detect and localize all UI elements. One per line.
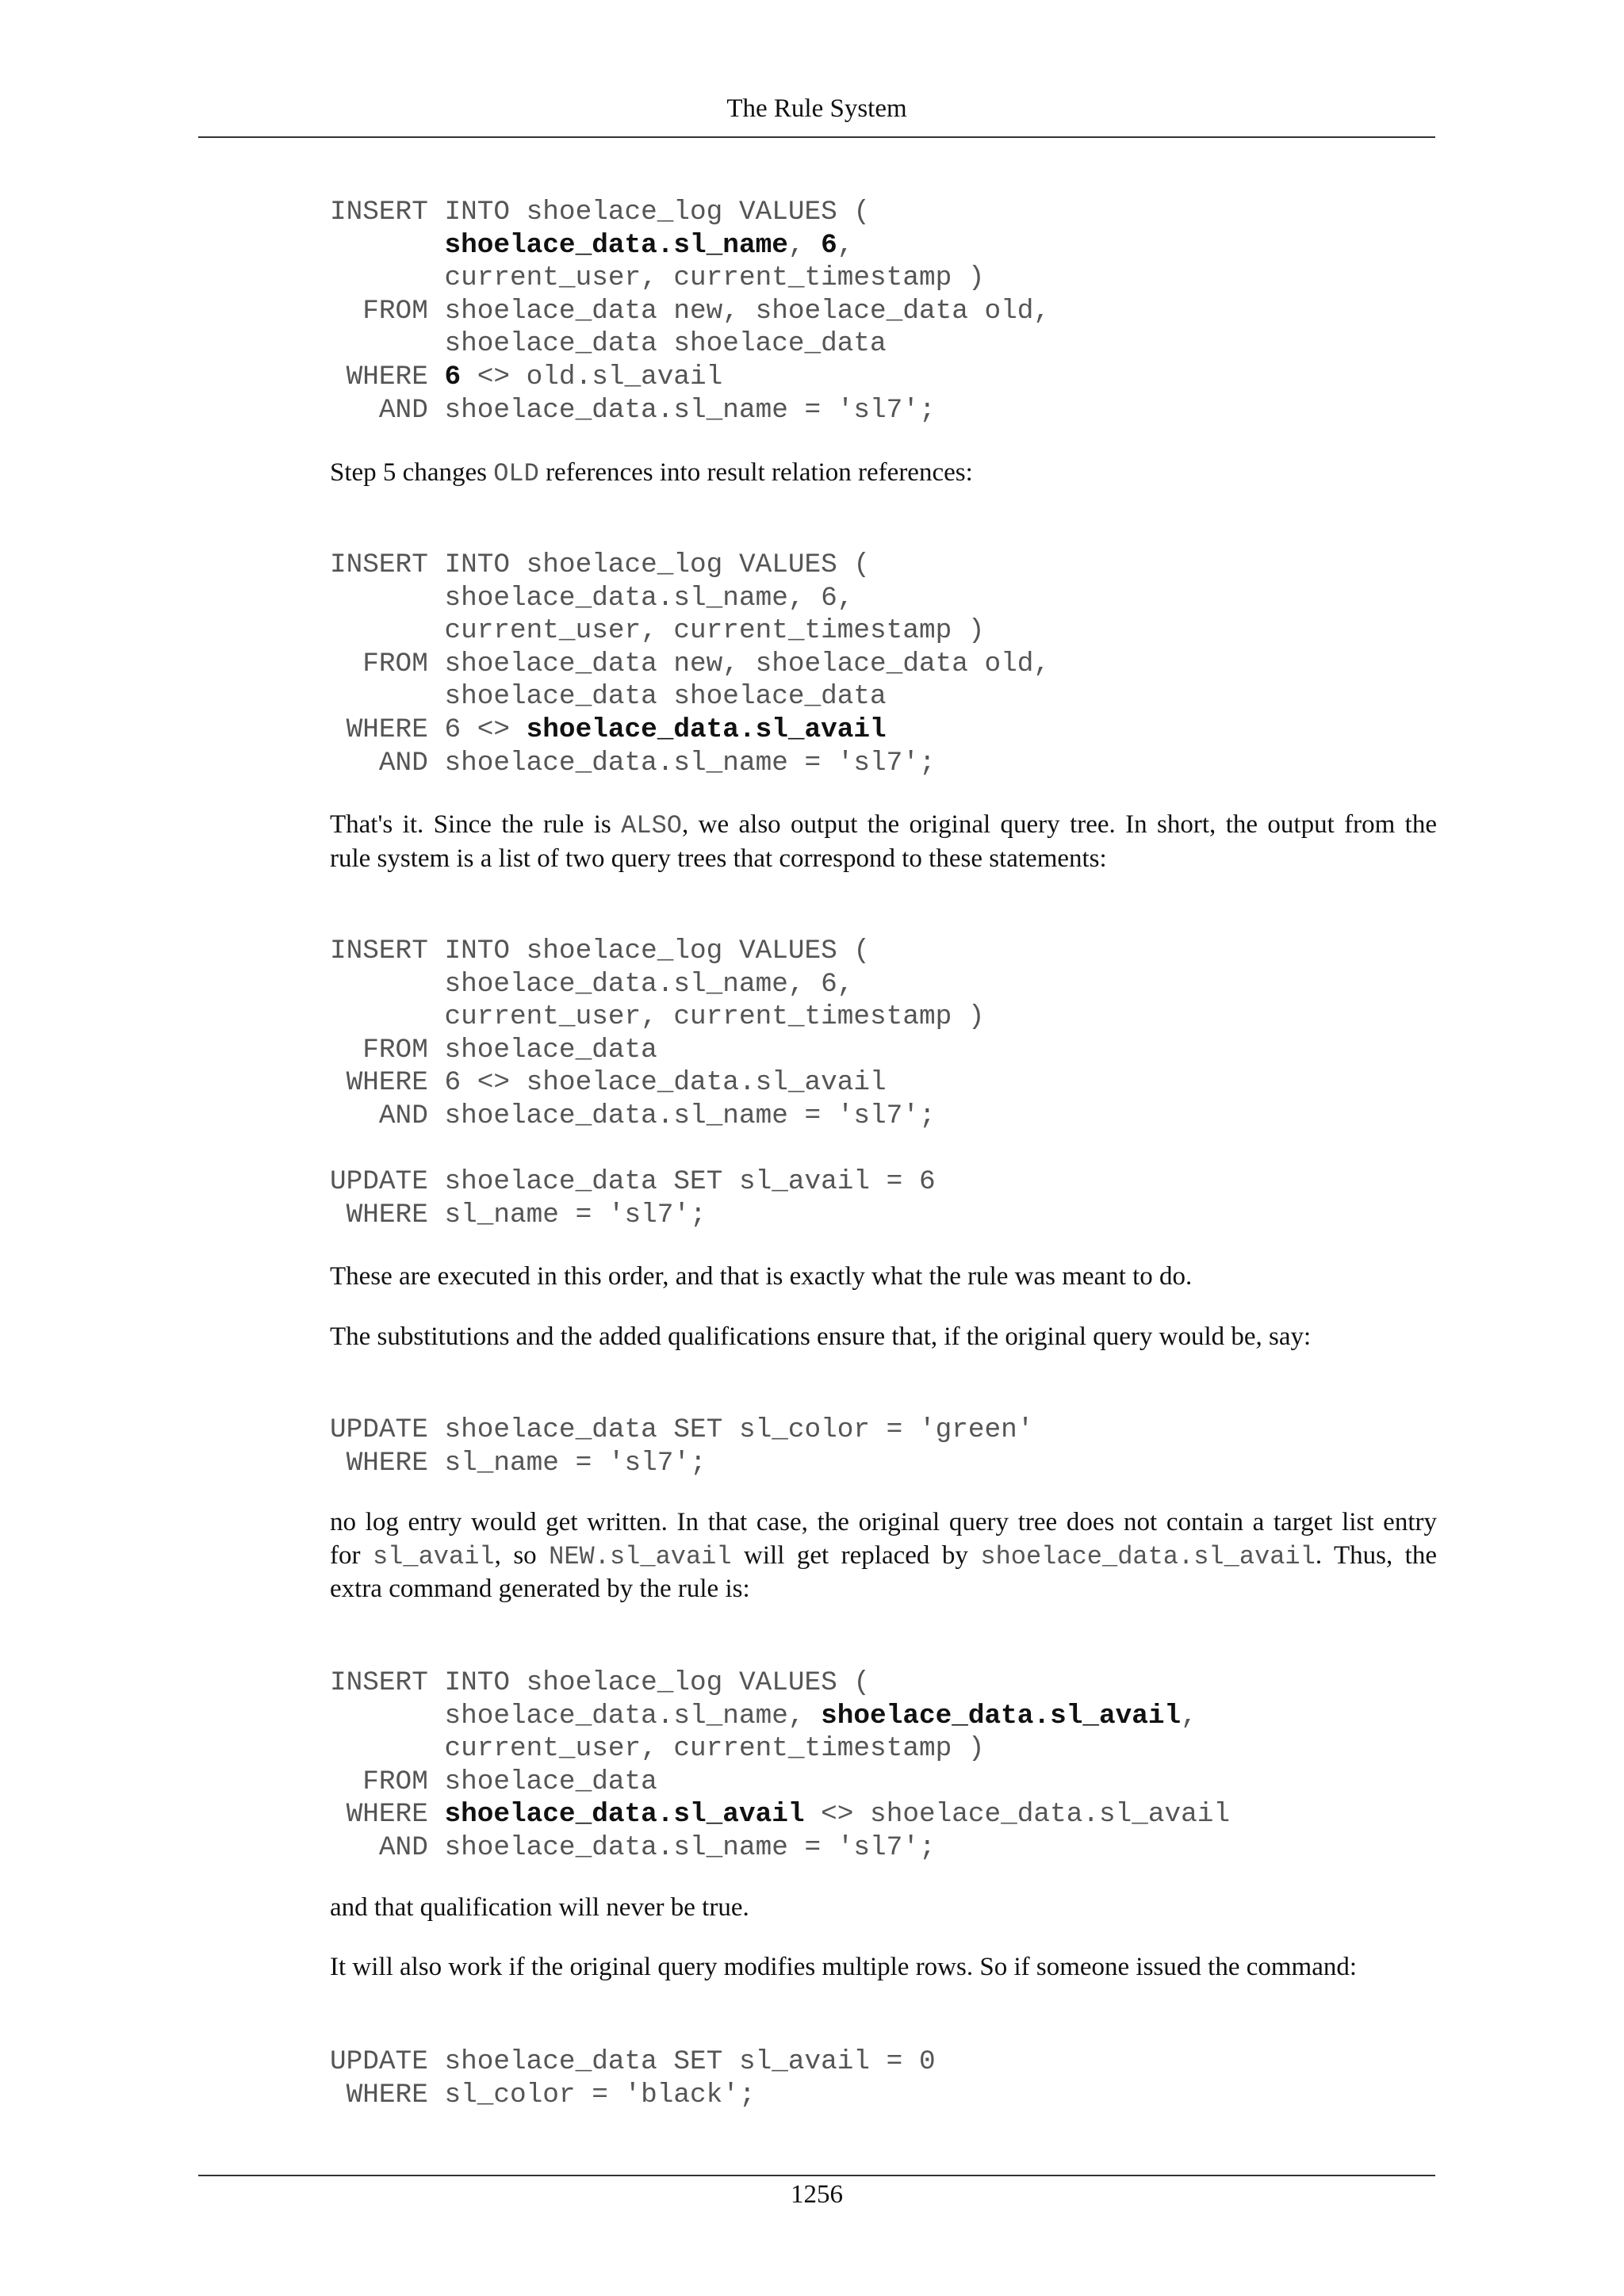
code-line [330,1766,1230,1799]
code-line [330,714,1050,747]
code-text: WHERE sl_name = 'sl7'; [330,1199,707,1230]
code-text: FROM shoelace_data [330,1034,657,1066]
paragraph [330,809,1437,875]
code-line [330,2045,936,2079]
code-text: current_user, current_timestamp ) [330,615,985,647]
code-text: shoelace_data.sl_name, 6, [330,968,854,1000]
code-text: AND shoelace_data.sl_name = 'sl7'; [330,1100,936,1131]
code-line [330,196,1050,229]
code-line [330,361,1050,394]
code-line [330,935,985,968]
code-line [330,229,1050,262]
code-text: INSERT INTO shoelace_log VALUES ( [330,936,871,966]
paragraph-line [330,809,1437,843]
code-line [330,1199,985,1232]
code-block [330,196,1050,427]
text-run: That's it. Since the rule is [330,810,622,839]
code-line [330,1066,985,1100]
code-line [330,582,1050,615]
code-block [330,935,985,1231]
code-text: , [1181,1700,1197,1732]
running-header: The Rule System [726,94,907,123]
code-line [330,1732,1230,1766]
code-line [330,1667,1230,1700]
code-text: AND shoelace_data.sl_name = 'sl7'; [330,394,936,426]
code-text: WHERE 6 <> [330,714,527,745]
code-emphasis: 6 [821,229,837,261]
code-line [330,1831,1230,1865]
inline-code: sl_avail [372,1541,495,1571]
code-text: AND shoelace_data.sl_name = 'sl7'; [330,747,936,779]
header-rule [198,136,1435,138]
paragraph [330,1261,1437,1294]
paragraph [330,1892,1437,1925]
code-emphasis: shoelace_data.sl_name [444,229,788,261]
paragraph [330,1951,1437,1984]
code-line [330,1100,985,1133]
code-line [330,680,1050,714]
paragraph-line [330,844,1107,873]
code-line [330,1165,985,1199]
code-text: shoelace_data shoelace_data [330,328,887,360]
text-run: , so [494,1540,550,1570]
code-line [330,1001,985,1034]
paragraph [330,1321,1437,1354]
code-line [330,747,1050,780]
paragraph-line [330,1506,1437,1540]
code-text: FROM shoelace_data new, shoelace_data old, [330,648,1051,679]
code-text: , [787,229,822,261]
code-text: shoelace_data shoelace_data [330,681,887,713]
code-text: shoelace_data.sl_name, [330,1700,822,1732]
page-number: 1256 [791,2180,843,2209]
code-line [330,262,1050,295]
code-emphasis: 6 [444,361,462,392]
inline-code: NEW.sl_avail [549,1541,732,1571]
code-text: INSERT INTO shoelace_log VALUES ( [330,197,871,228]
code-block [330,2045,936,2111]
code-line [330,1798,1230,1831]
code-text: <> shoelace_data.sl_avail [804,1799,1231,1831]
text-run: These are executed in this order, and that is exactly what the rule was meant to do. [330,1262,1193,1291]
code-text: WHERE sl_name = 'sl7'; [330,1447,707,1479]
text-run: will get replaced by [731,1540,981,1570]
code-text: FROM shoelace_data [330,1766,657,1797]
inline-code: ALSO [621,811,682,840]
code-line [330,1414,1033,1447]
text-run: and that qualification will never be true. [330,1893,749,1922]
text-run: Step 5 changes [330,458,494,487]
code-line [330,549,1050,582]
code-text: UPDATE shoelace_data SET sl_avail = 6 [330,1166,936,1198]
code-text: WHERE 6 <> shoelace_data.sl_avail [330,1067,887,1099]
code-text: FROM shoelace_data new, shoelace_data old, [330,295,1051,327]
code-text [330,230,444,261]
code-text: WHERE [330,1799,445,1831]
code-text: WHERE sl_color = 'black'; [330,2079,756,2110]
code-block [330,1414,1033,1479]
code-text: current_user, current_timestamp ) [330,262,985,294]
code-text: UPDATE shoelace_data SET sl_avail = 0 [330,2046,936,2077]
code-text: shoelace_data.sl_name, 6, [330,582,854,614]
code-text: current_user, current_timestamp ) [330,1733,985,1765]
code-text: AND shoelace_data.sl_name = 'sl7'; [330,1831,936,1863]
code-block [330,1667,1230,1865]
text-run: no log entry would get written. In that case, the original query tree does not contain a target list entry [330,1508,1437,1536]
text-run: for [330,1540,373,1570]
code-line [330,1133,985,1166]
code-line [330,327,1050,361]
code-emphasis: shoelace_data.sl_avail [444,1799,805,1831]
text-run: , we also output the original query tree. In short, the output from the [681,810,1437,839]
code-text: INSERT INTO shoelace_log VALUES ( [330,549,871,580]
code-text: INSERT INTO shoelace_log VALUES ( [330,1667,871,1698]
paragraph-line [330,1540,1437,1574]
code-text: , [837,229,854,261]
code-emphasis: shoelace_data.sl_avail [821,1700,1182,1732]
code-line [330,648,1050,681]
inline-code: OLD [493,459,539,488]
code-line [330,1700,1230,1733]
text-run: It will also work if the original query modifies multiple rows. So if someone issued the command: [330,1953,1358,1981]
paragraph-line [330,1575,750,1603]
text-run: The substitutions and the added qualifications ensure that, if the original query would be, say: [330,1322,1312,1351]
text-run: extra command generated by the rule is: [330,1575,750,1604]
paragraph [330,1506,1437,1606]
code-block [330,549,1050,779]
code-line [330,1034,985,1067]
code-line [330,2079,936,2112]
text-run: . Thus, the [1315,1540,1437,1570]
text-run: rule system is a list of two query trees that correspond to these statements: [330,844,1107,873]
footer-rule [198,2175,1435,2176]
code-text: current_user, current_timestamp ) [330,1001,985,1033]
paragraph [330,457,1437,491]
code-text: UPDATE shoelace_data SET sl_color = 'green' [330,1414,1034,1445]
code-line [330,614,1050,648]
code-line [330,394,1050,427]
text-run: references into result relation references: [538,458,973,487]
code-text: <> old.sl_avail [461,361,723,392]
code-line [330,968,985,1001]
code-line [330,1447,1033,1480]
code-emphasis: shoelace_data.sl_avail [526,714,887,745]
inline-code: shoelace_data.sl_avail [980,1541,1316,1571]
code-text: WHERE [330,361,445,392]
code-line [330,295,1050,328]
